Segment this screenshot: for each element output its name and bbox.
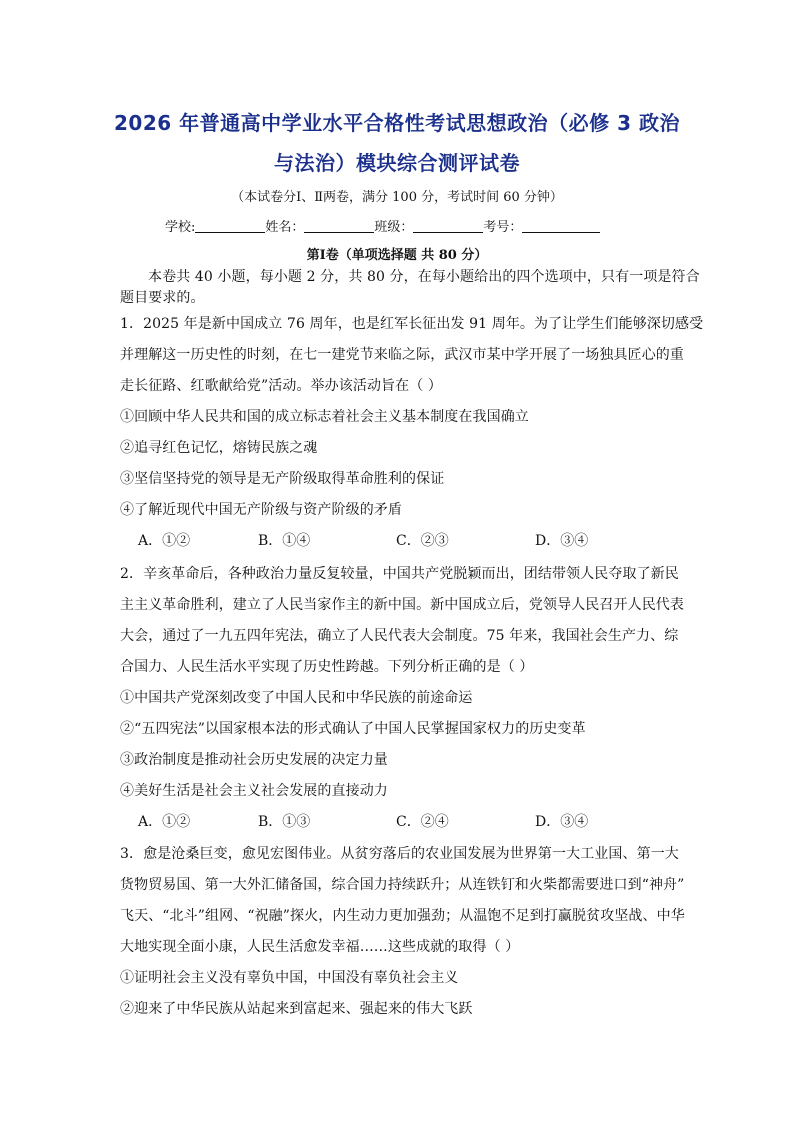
q3-stem-line-4: 大地实现全面小康，人民生活愈发幸福……这些成就的取得（ ）	[120, 939, 520, 955]
q1-option-a[interactable]: A．①②	[138, 533, 191, 549]
q3-stem-line-1: 3．愈是沧桑巨变，愈见宏图伟业。从贫穷落后的农业国发展为世界第一大工业国、第一大	[120, 846, 679, 862]
exam-title-line-2: 与法治）模块综合测评试卷	[274, 151, 520, 175]
name-field[interactable]	[304, 218, 374, 233]
q2-option-c[interactable]: C．②④	[396, 814, 449, 830]
q1-stem-line-1: 1．2025 年是新中国成立 76 周年，也是红军长征出发 91 周年。为了让学生们能够深切感受	[120, 316, 704, 332]
q1-option-d[interactable]: D．③④	[535, 533, 589, 549]
section-intro-line-1: 本卷共 40 小题，每小题 2 分，共 80 分，在每小题给出的四个选项中，只有一项是符合	[148, 269, 700, 285]
q3-stem-line-3: 飞天、“北斗”组网、“祝融”探火，内生动力更加强劲；从温饱不足到打赢脱贫攻坚战、中华	[120, 908, 685, 924]
q1-item-2: ②追寻红色记忆，熔铸民族之魂	[120, 440, 318, 456]
q2-item-3: ③政治制度是推动社会历史发展的决定力量	[120, 752, 388, 768]
q1-item-4: ④了解近现代中国无产阶级与资产阶级的矛盾	[120, 502, 402, 518]
q2-option-b[interactable]: B．①③	[258, 814, 311, 830]
q2-option-a[interactable]: A．①②	[138, 814, 191, 830]
q2-item-4: ④美好生活是社会主义社会发展的直接动力	[120, 783, 388, 799]
number-field[interactable]	[522, 218, 600, 233]
q1-stem-line-3: 走长征路、红歌献给党”活动。举办该活动旨在（ ）	[120, 378, 443, 394]
q2-option-d[interactable]: D．③④	[535, 814, 589, 830]
exam-note: （本试卷分Ⅰ、Ⅱ两卷，满分 100 分，考试时间 60 分钟）	[231, 190, 563, 205]
q1-option-c[interactable]: C．②③	[396, 533, 449, 549]
exam-title-line-1: 2026 年普通高中学业水平合格性考试思想政治（必修 3 政治	[114, 111, 680, 135]
q1-stem-line-2: 并理解这一历史性的时刻，在七一建党节来临之际，武汉市某中学开展了一场独具匠心的重	[120, 347, 684, 363]
q1-item-3: ③坚信坚持党的领导是无产阶级取得革命胜利的保证	[120, 471, 445, 487]
q2-item-2: ②“五四宪法”以国家根本法的形式确认了中国人民掌握国家权力的历史变革	[120, 721, 586, 737]
class-field[interactable]	[413, 218, 483, 233]
school-label: 学校:	[165, 220, 196, 235]
q2-stem-line-2: 主主义革命胜利，建立了人民当家作主的新中国。新中国成立后，党领导人民召开人民代表	[120, 597, 684, 613]
q3-stem-line-2: 货物贸易国、第一大外汇储备国，综合国力持续跃升；从连铁钉和火柴都需要进口到“神舟”	[120, 877, 685, 893]
q2-stem-line-3: 大会，通过了一九五四年宪法，确立了人民代表大会制度。75 年来，我国社会生产力、综	[120, 628, 679, 644]
school-field[interactable]	[195, 218, 265, 233]
q2-stem-line-4: 合国力、人民生活水平实现了历史性跨越。下列分析正确的是（ ）	[120, 659, 534, 675]
q2-stem-line-1: 2．辛亥革命后，各种政治力量反复较量，中国共产党脱颖而出，团结带领人民夺取了新民	[120, 566, 679, 582]
section-title: 第Ⅰ卷（单项选择题 共 80 分）	[306, 248, 488, 263]
q1-option-b[interactable]: B．①④	[258, 533, 311, 549]
number-label: 考号：	[483, 220, 523, 235]
student-info-row	[165, 216, 600, 235]
name-label: 姓名：	[265, 220, 305, 235]
q3-item-2: ②迎来了中华民族从站起来到富起来、强起来的伟大飞跃	[120, 1001, 473, 1017]
q1-item-1: ①回顾中华人民共和国的成立标志着社会主义基本制度在我国确立	[120, 409, 529, 425]
section-intro-line-2: 题目要求的。	[120, 290, 205, 306]
q3-item-1: ①证明社会主义没有辜负中国，中国没有辜负社会主义	[120, 970, 459, 986]
class-label: 班级：	[374, 220, 414, 235]
q2-item-1: ①中国共产党深刻改变了中国人民和中华民族的前途命运	[120, 690, 473, 706]
